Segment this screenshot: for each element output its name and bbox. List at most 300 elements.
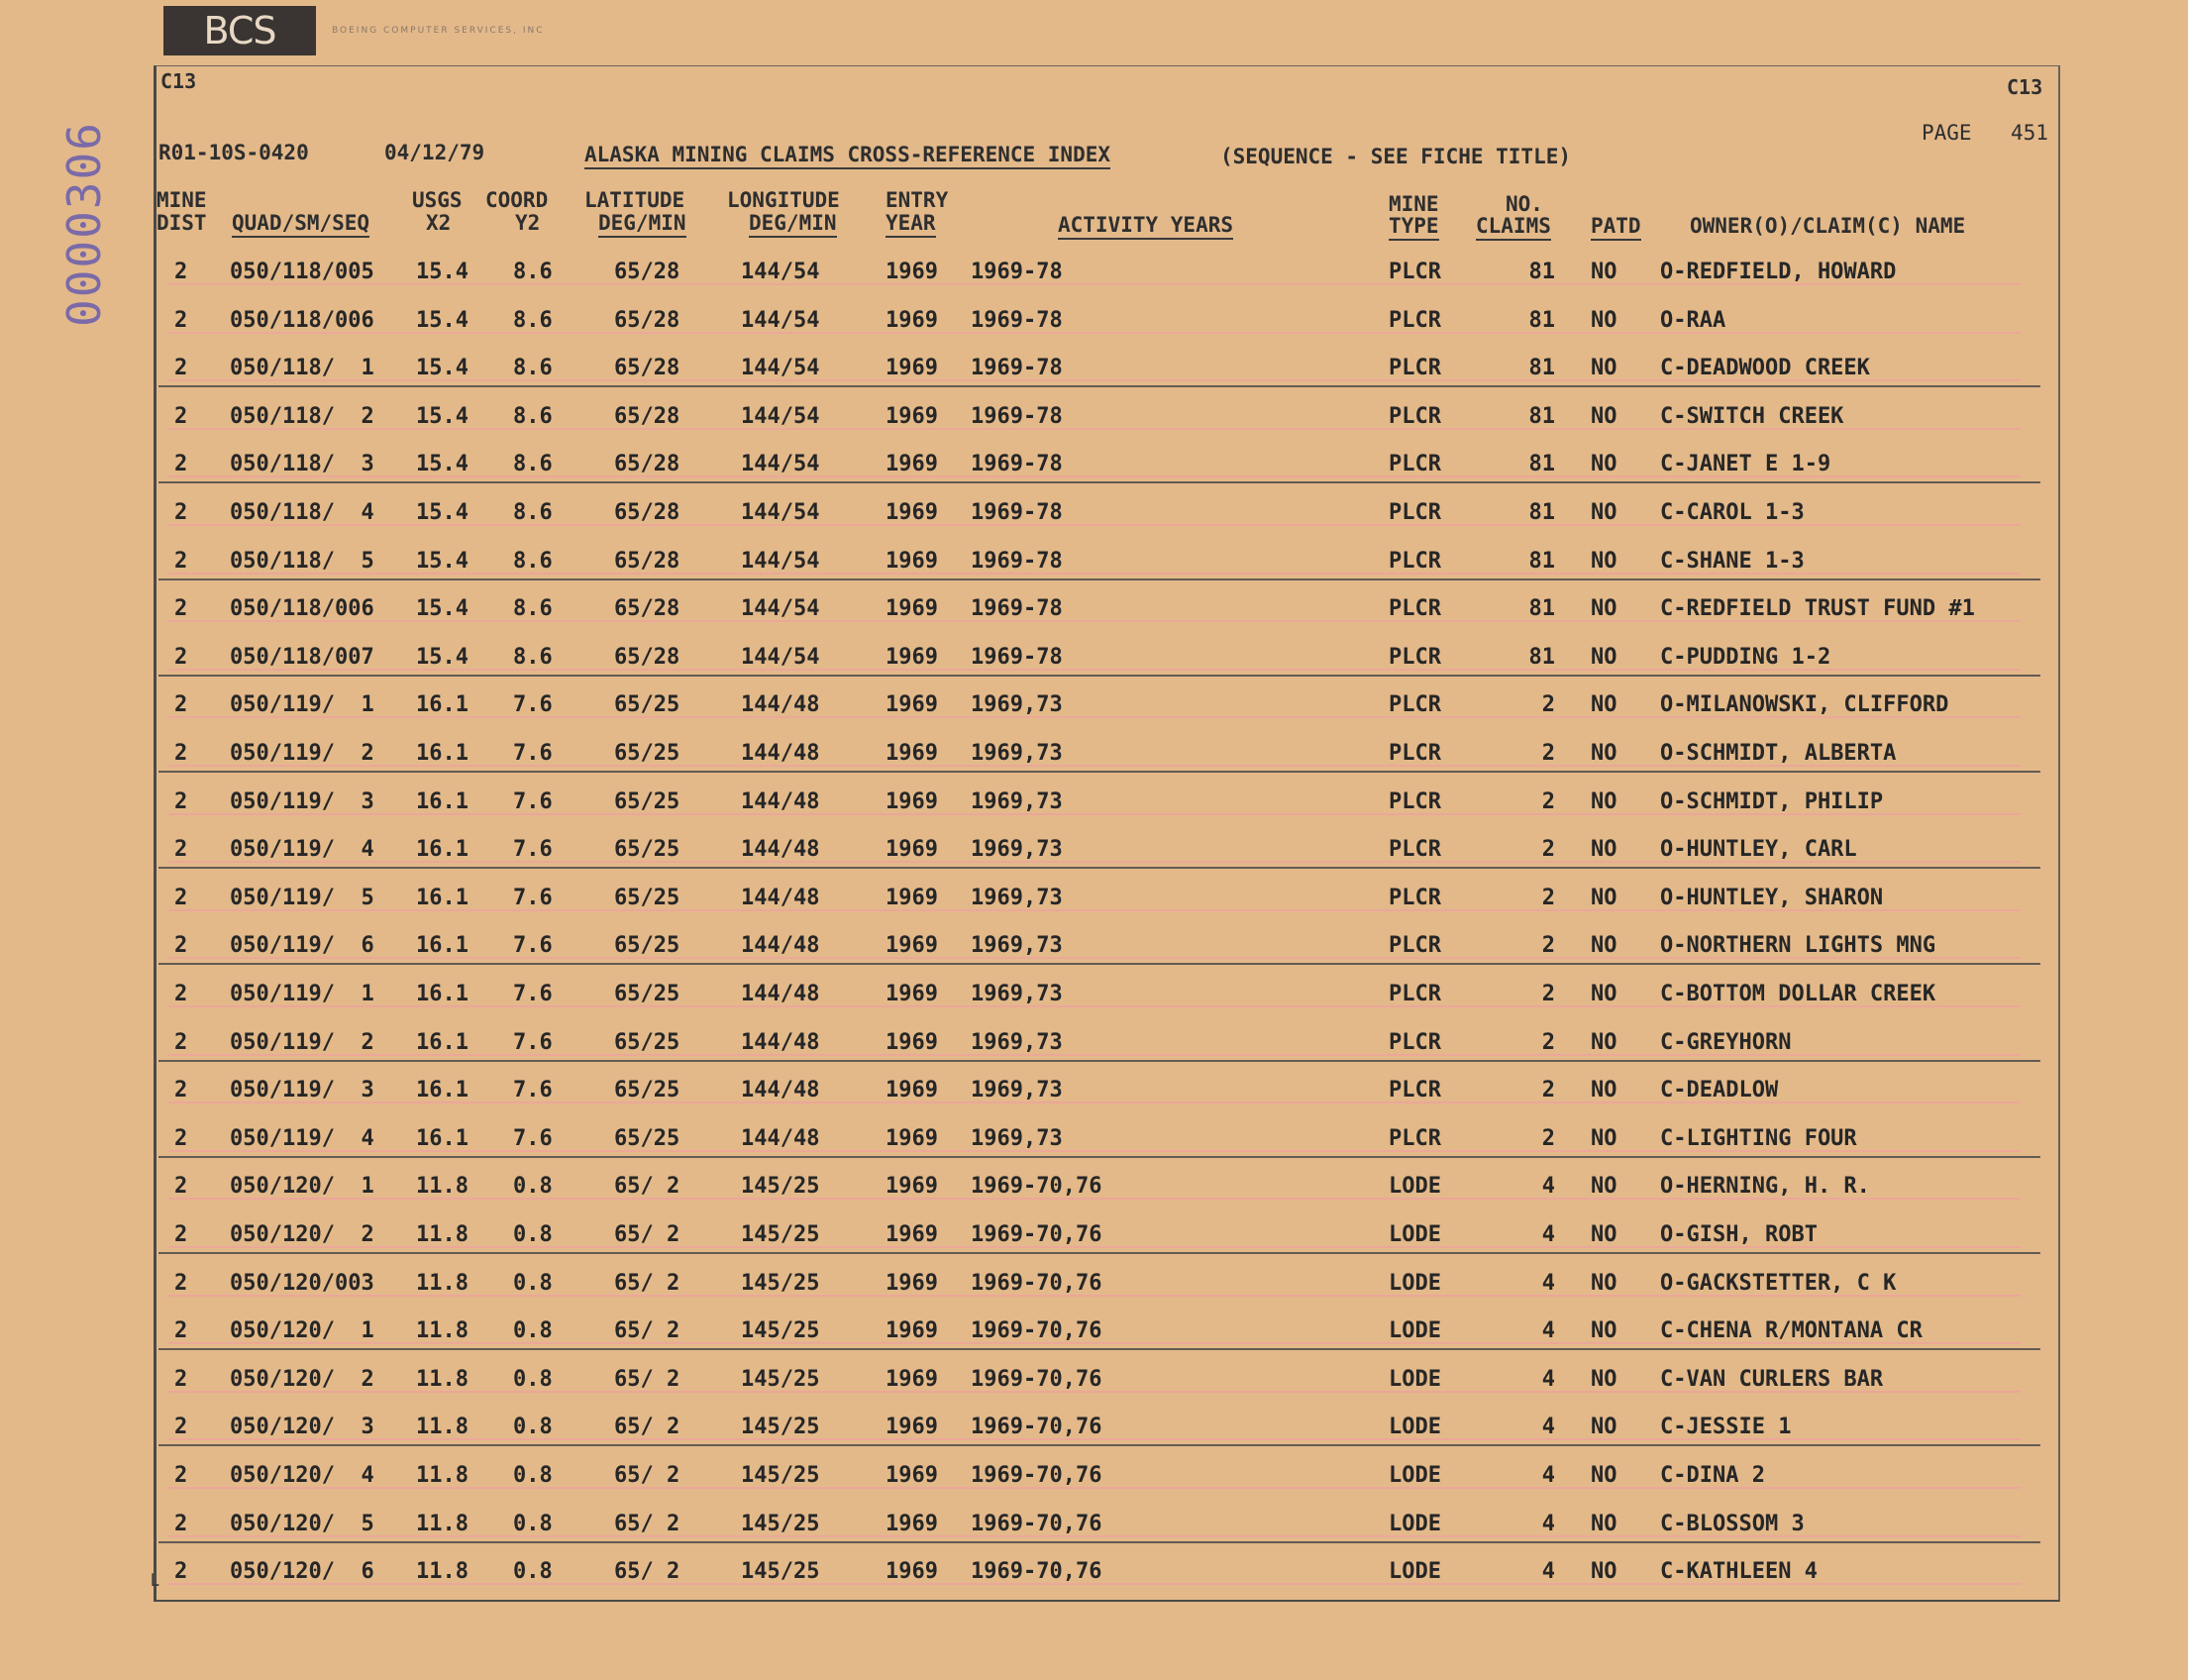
cell-quad: 050/118/ 2 bbox=[230, 403, 374, 429]
cell-activity: 1969-78 bbox=[971, 548, 1063, 574]
cell-lon: 145/25 bbox=[741, 1270, 820, 1296]
cell-activity: 1969-78 bbox=[971, 500, 1063, 525]
cell-quad: 050/120/ 6 bbox=[230, 1559, 374, 1585]
cell-lon: 144/48 bbox=[741, 1029, 820, 1055]
cell-type: PLCR bbox=[1389, 500, 1441, 525]
cell-dist: 2 bbox=[174, 885, 188, 910]
cell-lon: 144/48 bbox=[741, 741, 820, 766]
cell-claims: 2 bbox=[1541, 1029, 1555, 1055]
cell-y2: 0.8 bbox=[513, 1559, 553, 1585]
cell-entry: 1969 bbox=[886, 356, 938, 381]
cell-lat: 65/25 bbox=[614, 741, 680, 766]
cell-x2: 16.1 bbox=[416, 788, 469, 814]
cell-type: PLCR bbox=[1389, 452, 1441, 477]
cell-y2: 7.6 bbox=[513, 1029, 553, 1055]
cell-type: PLCR bbox=[1389, 596, 1441, 622]
cell-type: PLCR bbox=[1389, 933, 1441, 959]
row-rule-line bbox=[158, 675, 2040, 677]
cell-name: C-DEADLOW bbox=[1660, 1078, 1779, 1103]
cell-name: O-HUNTLEY, SHARON bbox=[1660, 885, 1884, 910]
row-rule-line bbox=[158, 1060, 2040, 1062]
cell-y2: 7.6 bbox=[513, 982, 553, 1006]
cell-x2: 15.4 bbox=[416, 644, 469, 670]
cell-type: PLCR bbox=[1389, 307, 1441, 333]
cell-name: C-CHENA R/MONTANA CR bbox=[1660, 1318, 1923, 1344]
table-row bbox=[0, 1318, 2188, 1366]
cell-entry: 1969 bbox=[886, 1366, 938, 1392]
cell-claims: 81 bbox=[1528, 307, 1555, 333]
cell-patd: NO bbox=[1591, 1559, 1617, 1585]
cell-lat: 65/28 bbox=[614, 403, 680, 429]
cell-name: C-GREYHORN bbox=[1660, 1029, 1792, 1055]
cell-y2: 7.6 bbox=[513, 933, 553, 959]
cell-claims: 4 bbox=[1541, 1318, 1555, 1344]
cell-activity: 1969-78 bbox=[971, 260, 1063, 284]
cell-entry: 1969 bbox=[886, 1222, 938, 1247]
row-rule-line bbox=[158, 481, 2040, 483]
cell-patd: NO bbox=[1591, 500, 1617, 525]
table-row bbox=[0, 549, 2188, 596]
table-row bbox=[0, 404, 2188, 452]
cell-activity: 1969-70,76 bbox=[971, 1415, 1102, 1440]
cell-lat: 65/ 2 bbox=[614, 1222, 680, 1247]
cell-type: PLCR bbox=[1389, 837, 1441, 863]
cell-activity: 1969-78 bbox=[971, 452, 1063, 477]
cell-quad: 050/119/ 4 bbox=[230, 1125, 374, 1151]
cell-type: PLCR bbox=[1389, 1078, 1441, 1103]
cell-type: LODE bbox=[1389, 1511, 1441, 1536]
cell-type: LODE bbox=[1389, 1559, 1441, 1585]
cell-patd: NO bbox=[1591, 788, 1617, 814]
cell-quad: 050/120/ 2 bbox=[230, 1222, 374, 1247]
cell-quad: 050/119/ 2 bbox=[230, 1029, 374, 1055]
table-row bbox=[0, 982, 2188, 1029]
table-row bbox=[0, 1367, 2188, 1415]
cell-y2: 7.6 bbox=[513, 837, 553, 863]
cell-x2: 11.8 bbox=[416, 1415, 469, 1440]
cell-type: LODE bbox=[1389, 1415, 1441, 1440]
cell-activity: 1969-70,76 bbox=[971, 1559, 1102, 1585]
cell-claims: 2 bbox=[1541, 1125, 1555, 1151]
cell-x2: 15.4 bbox=[416, 307, 469, 333]
cell-claims: 4 bbox=[1541, 1222, 1555, 1247]
cell-quad: 050/120/ 5 bbox=[230, 1511, 374, 1536]
cell-y2: 8.6 bbox=[513, 500, 553, 525]
cell-quad: 050/119/ 2 bbox=[230, 741, 374, 766]
cell-x2: 11.8 bbox=[416, 1559, 469, 1585]
col-patd: PATD bbox=[1591, 214, 1641, 241]
cell-lon: 145/25 bbox=[741, 1318, 820, 1344]
cell-activity: 1969,73 bbox=[971, 885, 1063, 910]
cell-dist: 2 bbox=[174, 692, 188, 718]
cell-y2: 8.6 bbox=[513, 356, 553, 381]
cell-y2: 0.8 bbox=[513, 1366, 553, 1392]
cell-type: LODE bbox=[1389, 1222, 1441, 1247]
cell-claims: 81 bbox=[1528, 356, 1555, 381]
cell-quad: 050/118/006 bbox=[230, 307, 374, 333]
cell-activity: 1969-70,76 bbox=[971, 1463, 1102, 1488]
cell-quad: 050/120/ 4 bbox=[230, 1463, 374, 1488]
cell-claims: 4 bbox=[1541, 1366, 1555, 1392]
cell-lon: 144/54 bbox=[741, 548, 820, 574]
cell-activity: 1969-70,76 bbox=[971, 1318, 1102, 1344]
cell-lat: 65/28 bbox=[614, 307, 680, 333]
cell-claims: 4 bbox=[1541, 1559, 1555, 1585]
cell-patd: NO bbox=[1591, 1222, 1617, 1247]
cell-patd: NO bbox=[1591, 356, 1617, 381]
report-date: 04/12/79 bbox=[384, 141, 485, 164]
cell-entry: 1969 bbox=[886, 1125, 938, 1151]
cell-name: O-REDFIELD, HOWARD bbox=[1660, 260, 1897, 284]
cell-name: C-BOTTOM DOLLAR CREEK bbox=[1660, 982, 1936, 1006]
cell-lat: 65/25 bbox=[614, 692, 680, 718]
cell-x2: 16.1 bbox=[416, 1078, 469, 1103]
cell-x2: 15.4 bbox=[416, 452, 469, 477]
cell-quad: 050/118/005 bbox=[230, 260, 374, 284]
cell-patd: NO bbox=[1591, 692, 1617, 718]
col-coord-2: Y2 bbox=[515, 211, 541, 235]
cell-claims: 2 bbox=[1541, 885, 1555, 910]
col-mine-dist-1: MINE bbox=[156, 188, 207, 212]
cell-dist: 2 bbox=[174, 548, 188, 574]
cell-y2: 7.6 bbox=[513, 692, 553, 718]
cell-name: C-JANET E 1-9 bbox=[1660, 452, 1831, 477]
cell-entry: 1969 bbox=[886, 403, 938, 429]
cell-lat: 65/ 2 bbox=[614, 1415, 680, 1440]
cell-entry: 1969 bbox=[886, 548, 938, 574]
cell-quad: 050/118/ 5 bbox=[230, 548, 374, 574]
cell-lon: 144/48 bbox=[741, 1078, 820, 1103]
cell-lat: 65/25 bbox=[614, 1029, 680, 1055]
page-label: PAGE bbox=[1922, 121, 1972, 145]
cell-entry: 1969 bbox=[886, 644, 938, 670]
cell-dist: 2 bbox=[174, 644, 188, 670]
col-quad: QUAD/SM/SEQ bbox=[232, 211, 369, 238]
cell-quad: 050/119/ 3 bbox=[230, 1078, 374, 1103]
col-mine-type-1: MINE bbox=[1389, 192, 1439, 216]
cell-x2: 11.8 bbox=[416, 1270, 469, 1296]
cell-y2: 8.6 bbox=[513, 260, 553, 284]
cell-quad: 050/119/ 3 bbox=[230, 788, 374, 814]
cell-dist: 2 bbox=[174, 356, 188, 381]
col-mine-type-2: TYPE bbox=[1389, 214, 1439, 241]
cell-claims: 2 bbox=[1541, 933, 1555, 959]
col-claims-1: NO. bbox=[1506, 192, 1543, 216]
cell-entry: 1969 bbox=[886, 452, 938, 477]
cell-dist: 2 bbox=[174, 1511, 188, 1536]
cell-lat: 65/ 2 bbox=[614, 1366, 680, 1392]
cell-y2: 7.6 bbox=[513, 1078, 553, 1103]
cell-lon: 144/54 bbox=[741, 644, 820, 670]
cell-y2: 8.6 bbox=[513, 452, 553, 477]
col-lat-1: LATITUDE bbox=[584, 188, 685, 212]
table-row bbox=[0, 260, 2188, 307]
cell-activity: 1969-78 bbox=[971, 596, 1063, 622]
cell-lon: 144/54 bbox=[741, 452, 820, 477]
cell-name: C-JESSIE 1 bbox=[1660, 1415, 1792, 1440]
table-row bbox=[0, 1559, 2188, 1607]
cell-lon: 144/48 bbox=[741, 885, 820, 910]
cell-y2: 8.6 bbox=[513, 644, 553, 670]
table-row bbox=[0, 837, 2188, 885]
cell-dist: 2 bbox=[174, 452, 188, 477]
cell-dist: 2 bbox=[174, 1174, 188, 1200]
cell-lat: 65/ 2 bbox=[614, 1270, 680, 1296]
cell-activity: 1969-78 bbox=[971, 307, 1063, 333]
cell-claims: 4 bbox=[1541, 1511, 1555, 1536]
cell-activity: 1969-78 bbox=[971, 403, 1063, 429]
cell-quad: 050/118/ 4 bbox=[230, 500, 374, 525]
fiche-code-left: C13 bbox=[160, 69, 197, 93]
cell-lon: 144/48 bbox=[741, 982, 820, 1006]
cell-entry: 1969 bbox=[886, 1559, 938, 1585]
table-row bbox=[0, 741, 2188, 788]
cell-y2: 0.8 bbox=[513, 1511, 553, 1536]
cell-activity: 1969,73 bbox=[971, 741, 1063, 766]
table-row bbox=[0, 1126, 2188, 1174]
cell-quad: 050/120/003 bbox=[230, 1270, 374, 1296]
cell-x2: 11.8 bbox=[416, 1174, 469, 1200]
cell-y2: 0.8 bbox=[513, 1463, 553, 1488]
cell-dist: 2 bbox=[174, 1318, 188, 1344]
col-claims-2: CLAIMS bbox=[1476, 214, 1551, 241]
cell-type: PLCR bbox=[1389, 982, 1441, 1006]
cell-dist: 2 bbox=[174, 933, 188, 959]
cell-patd: NO bbox=[1591, 933, 1617, 959]
cell-name: O-GISH, ROBT bbox=[1660, 1222, 1818, 1247]
cell-quad: 050/120/ 2 bbox=[230, 1366, 374, 1392]
cell-dist: 2 bbox=[174, 1366, 188, 1392]
cell-lat: 65/25 bbox=[614, 1125, 680, 1151]
cell-lon: 145/25 bbox=[741, 1415, 820, 1440]
cell-name: O-NORTHERN LIGHTS MNG bbox=[1660, 933, 1936, 959]
row-rule-line bbox=[158, 1541, 2040, 1543]
cell-lat: 65/28 bbox=[614, 644, 680, 670]
cell-x2: 16.1 bbox=[416, 885, 469, 910]
row-rule-line bbox=[158, 578, 2040, 580]
cell-patd: NO bbox=[1591, 307, 1617, 333]
cell-entry: 1969 bbox=[886, 307, 938, 333]
cell-entry: 1969 bbox=[886, 741, 938, 766]
cell-type: PLCR bbox=[1389, 741, 1441, 766]
cell-name: C-VAN CURLERS BAR bbox=[1660, 1366, 1884, 1392]
row-rule-line bbox=[158, 1348, 2040, 1350]
cell-patd: NO bbox=[1591, 1463, 1617, 1488]
cell-lat: 65/25 bbox=[614, 837, 680, 863]
cell-quad: 050/118/006 bbox=[230, 596, 374, 622]
cell-quad: 050/120/ 1 bbox=[230, 1318, 374, 1344]
table-row bbox=[0, 933, 2188, 981]
cell-name: O-SCHMIDT, ALBERTA bbox=[1660, 741, 1897, 766]
cell-patd: NO bbox=[1591, 1029, 1617, 1055]
cell-patd: NO bbox=[1591, 1174, 1617, 1200]
cell-dist: 2 bbox=[174, 788, 188, 814]
col-usgs-1: USGS bbox=[412, 188, 463, 212]
cell-y2: 7.6 bbox=[513, 741, 553, 766]
cell-x2: 16.1 bbox=[416, 692, 469, 718]
cell-entry: 1969 bbox=[886, 1270, 938, 1296]
cell-lat: 65/28 bbox=[614, 260, 680, 284]
cell-patd: NO bbox=[1591, 1125, 1617, 1151]
cell-claims: 81 bbox=[1528, 403, 1555, 429]
cell-dist: 2 bbox=[174, 1029, 188, 1055]
table-row bbox=[0, 452, 2188, 499]
cell-lon: 144/48 bbox=[741, 1125, 820, 1151]
cell-type: PLCR bbox=[1389, 1125, 1441, 1151]
cell-type: LODE bbox=[1389, 1270, 1441, 1296]
row-rule-line bbox=[158, 867, 2040, 869]
cell-x2: 16.1 bbox=[416, 741, 469, 766]
cell-activity: 1969,73 bbox=[971, 788, 1063, 814]
cell-patd: NO bbox=[1591, 260, 1617, 284]
cell-activity: 1969,73 bbox=[971, 1078, 1063, 1103]
cell-patd: NO bbox=[1591, 885, 1617, 910]
cell-patd: NO bbox=[1591, 1318, 1617, 1344]
cell-x2: 15.4 bbox=[416, 403, 469, 429]
cell-lon: 145/25 bbox=[741, 1463, 820, 1488]
cell-lon: 145/25 bbox=[741, 1366, 820, 1392]
cell-patd: NO bbox=[1591, 1270, 1617, 1296]
cell-quad: 050/120/ 1 bbox=[230, 1174, 374, 1200]
row-rule-line bbox=[158, 1252, 2040, 1254]
cell-patd: NO bbox=[1591, 452, 1617, 477]
cell-entry: 1969 bbox=[886, 837, 938, 863]
logo-subtitle: BOEING COMPUTER SERVICES, INC bbox=[332, 26, 545, 36]
table-row bbox=[0, 789, 2188, 837]
cell-entry: 1969 bbox=[886, 1318, 938, 1344]
table-row bbox=[0, 1078, 2188, 1125]
cell-dist: 2 bbox=[174, 1125, 188, 1151]
cell-dist: 2 bbox=[174, 1270, 188, 1296]
cell-lat: 65/ 2 bbox=[614, 1318, 680, 1344]
cell-name: O-MILANOWSKI, CLIFFORD bbox=[1660, 692, 1949, 718]
cell-y2: 7.6 bbox=[513, 885, 553, 910]
cell-x2: 15.4 bbox=[416, 260, 469, 284]
cell-lat: 65/28 bbox=[614, 500, 680, 525]
cell-name: O-HUNTLEY, CARL bbox=[1660, 837, 1857, 863]
cell-type: PLCR bbox=[1389, 356, 1441, 381]
cell-name: C-LIGHTING FOUR bbox=[1660, 1125, 1857, 1151]
cell-name: C-SWITCH CREEK bbox=[1660, 403, 1844, 429]
cell-lat: 65/25 bbox=[614, 788, 680, 814]
cell-lon: 145/25 bbox=[741, 1174, 820, 1200]
fiche-code-right: C13 bbox=[2007, 75, 2043, 99]
cell-lon: 144/54 bbox=[741, 500, 820, 525]
cell-name: C-REDFIELD TRUST FUND #1 bbox=[1660, 596, 1975, 622]
cell-quad: 050/119/ 4 bbox=[230, 837, 374, 863]
cell-lon: 144/54 bbox=[741, 260, 820, 284]
cell-x2: 15.4 bbox=[416, 356, 469, 381]
row-rule-line bbox=[158, 1444, 2040, 1446]
cell-lon: 145/25 bbox=[741, 1511, 820, 1536]
cell-x2: 16.1 bbox=[416, 1125, 469, 1151]
cell-name: C-PUDDING 1-2 bbox=[1660, 644, 1831, 670]
cell-name: C-DEADWOOD CREEK bbox=[1660, 356, 1870, 381]
cell-x2: 11.8 bbox=[416, 1463, 469, 1488]
cell-name: C-SHANE 1-3 bbox=[1660, 548, 1805, 574]
cell-dist: 2 bbox=[174, 500, 188, 525]
table-row bbox=[0, 356, 2188, 403]
cell-claims: 81 bbox=[1528, 260, 1555, 284]
cell-type: LODE bbox=[1389, 1174, 1441, 1200]
report-id: R01-10S-0420 bbox=[158, 141, 309, 164]
cell-activity: 1969-70,76 bbox=[971, 1222, 1102, 1247]
cell-x2: 11.8 bbox=[416, 1511, 469, 1536]
report-title: ALASKA MINING CLAIMS CROSS-REFERENCE INDEX bbox=[584, 143, 1110, 169]
cell-type: PLCR bbox=[1389, 403, 1441, 429]
cell-type: PLCR bbox=[1389, 885, 1441, 910]
bcs-logo: BCS bbox=[163, 6, 316, 55]
cell-claims: 4 bbox=[1541, 1270, 1555, 1296]
cell-dist: 2 bbox=[174, 1222, 188, 1247]
cell-activity: 1969,73 bbox=[971, 837, 1063, 863]
cell-entry: 1969 bbox=[886, 933, 938, 959]
col-usgs-2: X2 bbox=[426, 211, 452, 235]
cell-name: O-HERNING, H. R. bbox=[1660, 1174, 1870, 1200]
cell-name: C-KATHLEEN 4 bbox=[1660, 1559, 1818, 1585]
cell-activity: 1969,73 bbox=[971, 692, 1063, 718]
cell-type: LODE bbox=[1389, 1318, 1441, 1344]
cell-type: LODE bbox=[1389, 1366, 1441, 1392]
cell-activity: 1969,73 bbox=[971, 933, 1063, 959]
cell-patd: NO bbox=[1591, 1415, 1617, 1440]
table-row bbox=[0, 1271, 2188, 1318]
cell-entry: 1969 bbox=[886, 596, 938, 622]
cell-quad: 050/119/ 1 bbox=[230, 982, 374, 1006]
cell-claims: 2 bbox=[1541, 741, 1555, 766]
cell-entry: 1969 bbox=[886, 1511, 938, 1536]
cell-lon: 144/54 bbox=[741, 307, 820, 333]
cell-patd: NO bbox=[1591, 1078, 1617, 1103]
cell-x2: 15.4 bbox=[416, 500, 469, 525]
cell-patd: NO bbox=[1591, 644, 1617, 670]
cell-claims: 2 bbox=[1541, 982, 1555, 1006]
cell-x2: 11.8 bbox=[416, 1366, 469, 1392]
cell-lat: 65/ 2 bbox=[614, 1174, 680, 1200]
cell-x2: 16.1 bbox=[416, 837, 469, 863]
cell-activity: 1969-78 bbox=[971, 356, 1063, 381]
cell-entry: 1969 bbox=[886, 260, 938, 284]
cell-claims: 4 bbox=[1541, 1415, 1555, 1440]
cell-dist: 2 bbox=[174, 307, 188, 333]
cell-entry: 1969 bbox=[886, 1463, 938, 1488]
report-subtitle: (SEQUENCE - SEE FICHE TITLE) bbox=[1220, 145, 1572, 168]
cell-dist: 2 bbox=[174, 741, 188, 766]
cell-entry: 1969 bbox=[886, 1415, 938, 1440]
cell-entry: 1969 bbox=[886, 885, 938, 910]
frame-corner-mark: └ bbox=[147, 1573, 159, 1597]
cell-dist: 2 bbox=[174, 1078, 188, 1103]
cell-quad: 050/118/ 1 bbox=[230, 356, 374, 381]
table-row bbox=[0, 596, 2188, 644]
cell-quad: 050/119/ 5 bbox=[230, 885, 374, 910]
col-lon-1: LONGITUDE bbox=[727, 188, 840, 212]
cell-x2: 15.4 bbox=[416, 596, 469, 622]
cell-y2: 0.8 bbox=[513, 1270, 553, 1296]
cell-claims: 2 bbox=[1541, 837, 1555, 863]
table-row bbox=[0, 308, 2188, 356]
cell-entry: 1969 bbox=[886, 1078, 938, 1103]
cell-name: C-BLOSSOM 3 bbox=[1660, 1511, 1805, 1536]
cell-patd: NO bbox=[1591, 982, 1617, 1006]
table-row bbox=[0, 1222, 2188, 1270]
cell-type: PLCR bbox=[1389, 260, 1441, 284]
cell-lat: 65/25 bbox=[614, 982, 680, 1006]
cell-dist: 2 bbox=[174, 837, 188, 863]
cell-y2: 0.8 bbox=[513, 1222, 553, 1247]
cell-dist: 2 bbox=[174, 1415, 188, 1440]
row-rule-line bbox=[158, 385, 2040, 387]
